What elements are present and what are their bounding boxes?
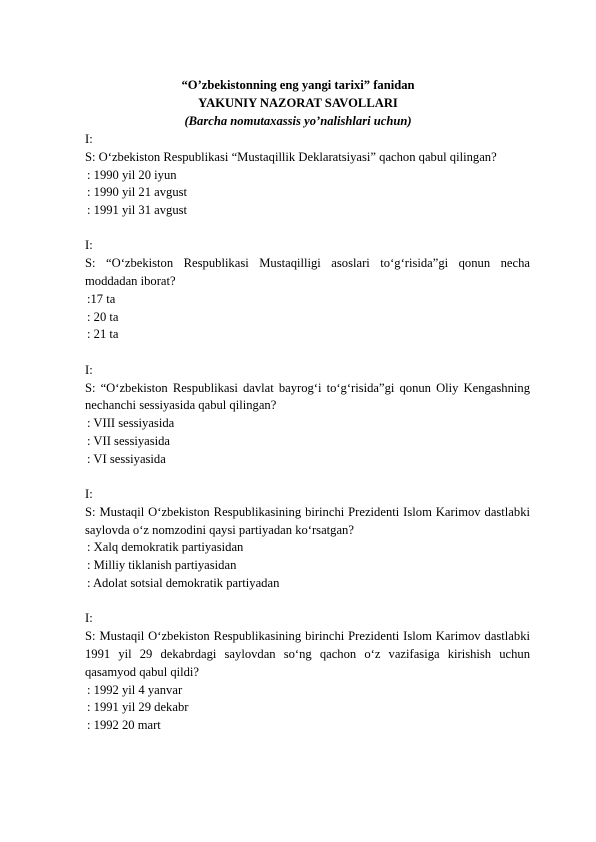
answer-option: : 1991 yil 31 avgust xyxy=(87,203,188,218)
answer-option: : 1992 20 mart xyxy=(87,718,161,733)
document-subtitle: YAKUNIY NAZORAT SAVOLLARI xyxy=(198,96,398,110)
question-marker: I: xyxy=(85,611,93,626)
question-block xyxy=(85,131,530,220)
question-stem: S: O‘zbekiston Respublikasi “Mustaqillik Deklaratsiyasi” qachon qabul qilingan? xyxy=(85,149,497,164)
answer-option: : 1990 yil 21 avgust xyxy=(87,185,188,200)
answer-option: : VII sessiyasida xyxy=(87,433,171,448)
answer-option: : VIII sessiyasida xyxy=(87,416,175,431)
question-stem: S: Mustaqil O‘zbekiston Respublikasining birinchi Prezidenti Islom Karimov dastlabki saylovda o‘z nomzodini qaysi partiyadan ko‘rsatgan? xyxy=(85,504,530,537)
answer-option: : Milliy tiklanish partiyasidan xyxy=(87,558,237,573)
answer-option: : 21 ta xyxy=(87,327,119,342)
question-block xyxy=(85,237,530,344)
answer-option: : 20 ta xyxy=(87,309,119,324)
answer-option: : Adolat sotsial demokratik partiyadan xyxy=(87,576,280,591)
answer-option: :17 ta xyxy=(87,291,116,306)
audience-note: (Barcha nomutaxassis yo’nalishlari uchun) xyxy=(184,114,412,128)
question-list xyxy=(85,131,530,752)
question-stem: S: “O‘zbekiston Respublikasi davlat bayrog‘i to‘g‘risida”gi qonun Oliy Kengashning nechanchi sessiyasida qabul qilingan? xyxy=(85,380,530,413)
question-block xyxy=(85,362,530,469)
question-marker: I: xyxy=(85,487,93,502)
answer-option: : 1991 yil 29 dekabr xyxy=(87,700,189,715)
course-title: “O’zbekistonning eng yangi tarixi” fanidan xyxy=(181,78,415,92)
question-block xyxy=(85,486,530,593)
question-stem: S: Mustaqil O‘zbekiston Respublikasining birinchi Prezidenti Islom Karimov dastlabki 1991 yil 29 dekabrdagi saylovdan so‘ng qachon o‘z vazifasiga kirishish uchun qasamyod qabul qildi? xyxy=(85,629,530,679)
answer-option: : Xalq demokratik partiyasidan xyxy=(87,540,244,555)
answer-option: : 1992 yil 4 yanvar xyxy=(87,682,183,697)
answer-option: : VI sessiyasida xyxy=(87,451,166,466)
question-marker: I: xyxy=(85,362,93,377)
question-block xyxy=(85,610,530,735)
answer-option: : 1990 yil 20 iyun xyxy=(87,167,177,182)
question-marker: I: xyxy=(85,132,93,146)
question-marker: I: xyxy=(85,238,93,253)
document-header xyxy=(0,76,596,130)
question-stem: S: “O‘zbekiston Respublikasi Mustaqilligi asoslari to‘g‘risida”gi qonun necha moddadan iborat? xyxy=(85,256,530,289)
